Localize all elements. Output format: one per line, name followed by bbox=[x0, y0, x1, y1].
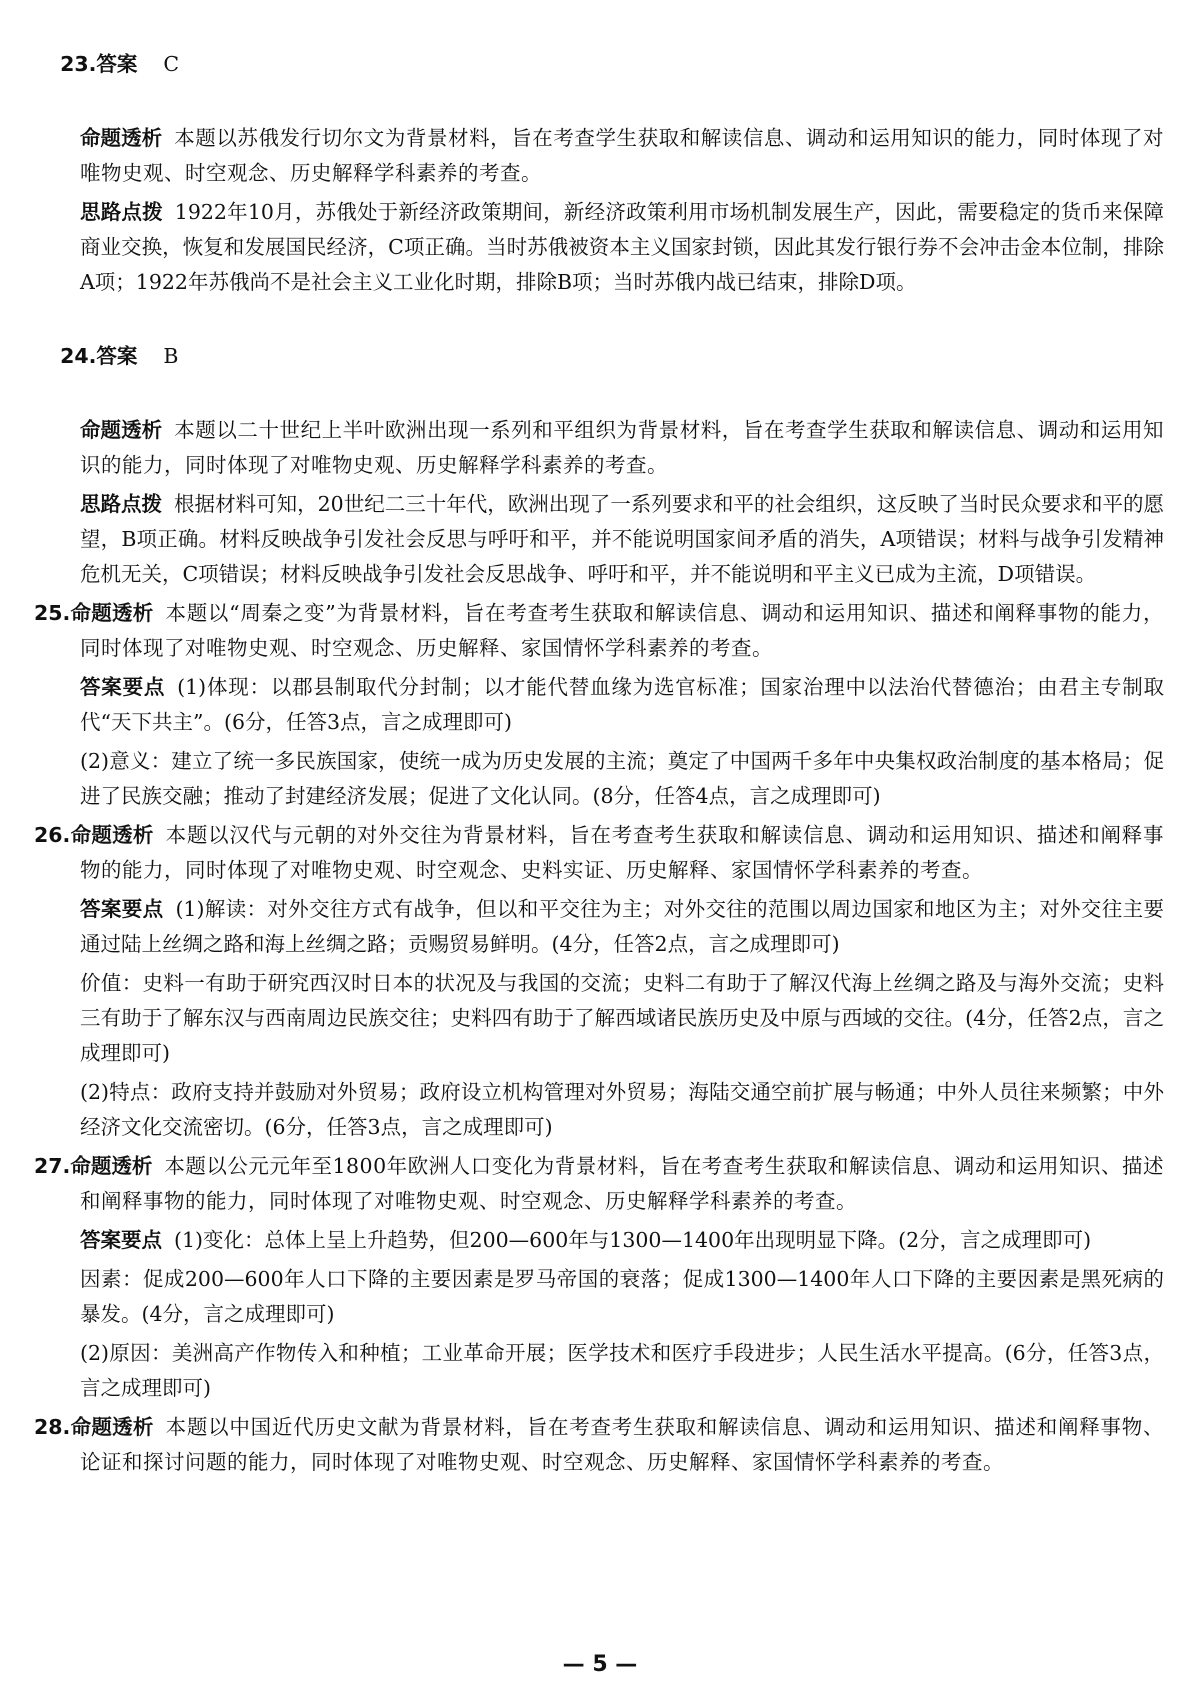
q25-point-1-text: (1)体现：以郡县制取代分封制；以才能代替血缘为选官标准；国家治理中以法治代替德治；由君主专制取代“天下共主”。(6分，任答3点，言之成理即可) bbox=[80, 675, 1164, 734]
q27-intent-label: 命题透析 bbox=[70, 1154, 153, 1178]
q24-answer bbox=[34, 304, 1164, 409]
q27-intent-text: 本题以公元元年至1800年欧洲人口变化为背景材料，旨在考查考生获取和解读信息、调动和运用知识、描述和阐释事物的能力，同时体现了对唯物史观、时空观念、历史解释学科素养的考查。 bbox=[80, 1154, 1165, 1213]
q27-intent bbox=[34, 1149, 1164, 1219]
q23-intent-label: 命题透析 bbox=[80, 126, 163, 150]
q23-hint-label: 思路点拨 bbox=[80, 200, 163, 224]
q23-number: 23. bbox=[60, 52, 97, 76]
q24-hint bbox=[34, 487, 1164, 592]
q24-hint-text: 根据材料可知，20世纪二三十年代，欧洲出现了一系列要求和平的社会组织，这反映了当时民众要求和平的愿望，B项正确。材料反映战争引发社会反思与呼吁和平，并不能说明国家间矛盾的消失，A项错误；材料与战争引发精神危机无关，C项错误；材料反映战争引发社会反思战争、呼吁和平，并不能说明和平主义已成为主流，D项错误。 bbox=[80, 492, 1165, 586]
q25-point-1 bbox=[34, 670, 1164, 740]
q24-answer-value: B bbox=[163, 344, 179, 368]
q26-number: 26. bbox=[34, 823, 71, 847]
q25-point-2: (2)意义：建立了统一多民族国家，使统一成为历史发展的主流；奠定了中国两千多年中央集权政治制度的基本格局；促进了民族交融；推动了封建经济发展；促进了文化认同。(8分，任答4点，言之成理即可) bbox=[80, 749, 1164, 808]
q25-intent bbox=[34, 596, 1164, 666]
q26-point-1-text: (1)解读：对外交往方式有战争，但以和平交往为主；对外交往的范围以周边国家和地区为主；对外交往主要通过陆上丝绸之路和海上丝绸之路；贡赐贸易鲜明。(4分，任答2点，言之成理即可) bbox=[80, 897, 1164, 956]
q24-intent-text: 本题以二十世纪上半叶欧洲出现一系列和平组织为背景材料，旨在考查学生获取和解读信息、调动和运用知识的能力，同时体现了对唯物史观、历史解释学科素养的考查。 bbox=[80, 418, 1165, 477]
q25-intent-text: 本题以“周秦之变”为背景材料，旨在考查考生获取和解读信息、调动和运用知识、描述和阐释事物的能力，同时体现了对唯物史观、时空观念、历史解释、家国情怀学科素养的考查。 bbox=[80, 601, 1165, 660]
q26-point-3: (2)特点：政府支持并鼓励对外贸易；政府设立机构管理对外贸易；海陆交通空前扩展与畅通；中外人员往来频繁；中外经济文化交流密切。(6分，任答3点，言之成理即可) bbox=[80, 1080, 1164, 1139]
q23-answer-label: 答案 bbox=[96, 52, 138, 76]
answer-key-page bbox=[34, 12, 1164, 1484]
q23-hint-text: 1922年10月，苏俄处于新经济政策期间，新经济政策利用市场机制发展生产，因此，需要稳定的货币来保障商业交换，恢复和发展国民经济，C项正确。当时苏俄被资本主义国家封锁，因此其发行银行券不会冲击金本位制，排除A项；1922年苏俄尚不是社会主义工业化时期，排除B项；当时苏俄内战已结束，排除D项。 bbox=[80, 200, 1164, 294]
q24-answer-label: 答案 bbox=[96, 344, 138, 368]
q26-intent-text: 本题以汉代与元朝的对外交往为背景材料，旨在考查考生获取和解读信息、调动和运用知识、描述和阐释事物的能力，同时体现了对唯物史观、时空观念、史料实证、历史解释、家国情怀学科素养的考查。 bbox=[80, 823, 1165, 882]
q25-points-label: 答案要点 bbox=[80, 675, 166, 699]
q25-intent-label: 命题透析 bbox=[70, 601, 154, 625]
q27-number: 27. bbox=[34, 1154, 71, 1178]
q28-intent-text: 本题以中国近代历史文献为背景材料，旨在考查考生获取和解读信息、调动和运用知识、描述和阐释事物、论证和探讨问题的能力，同时体现了对唯物史观、时空观念、历史解释、家国情怀学科素养的考查。 bbox=[80, 1415, 1165, 1474]
q24-intent-label: 命题透析 bbox=[80, 418, 163, 442]
q26-points-label: 答案要点 bbox=[80, 897, 164, 921]
q26-point-2: 价值：史料一有助于研究西汉时日本的状况及与我国的交流；史料二有助于了解汉代海上丝绸之路及与海外交流；史料三有助于了解东汉与西南周边民族交往；史料四有助于了解西域诸民族历史及中原与西域的交往。(4分，任答2点，言之成理即可) bbox=[80, 971, 1164, 1065]
q28-number: 28. bbox=[34, 1415, 71, 1439]
q23-answer bbox=[34, 12, 1164, 117]
page-number: — 5 — bbox=[562, 1652, 638, 1677]
q27-points-label: 答案要点 bbox=[80, 1228, 162, 1252]
q27-point-1-text: (1)变化：总体上呈上升趋势，但200—600年与1300—1400年出现明显下降。(2分，言之成理即可) bbox=[174, 1228, 1092, 1252]
q27-point-3: (2)原因：美洲高产作物传入和种植；工业革命开展；医学技术和医疗手段进步；人民生活水平提高。(6分，任答3点，言之成理即可) bbox=[80, 1341, 1164, 1400]
q24-number: 24. bbox=[60, 344, 97, 368]
q24-hint-label: 思路点拨 bbox=[80, 492, 163, 516]
q27-point-2: 因素：促成200—600年人口下降的主要因素是罗马帝国的衰落；促成1300—1400年人口下降的主要因素是黑死病的暴发。(4分，言之成理即可) bbox=[80, 1267, 1164, 1326]
q26-intent bbox=[34, 818, 1164, 888]
q24-intent bbox=[34, 413, 1164, 483]
q28-intent-label: 命题透析 bbox=[70, 1415, 154, 1439]
q26-intent-label: 命题透析 bbox=[70, 823, 154, 847]
q26-point-1 bbox=[34, 892, 1164, 962]
q23-intent-text: 本题以苏俄发行切尔文为背景材料，旨在考查学生获取和解读信息、调动和运用知识的能力，同时体现了对唯物史观、时空观念、历史解释学科素养的考查。 bbox=[80, 126, 1165, 185]
q23-hint bbox=[34, 195, 1164, 300]
q28-intent bbox=[34, 1410, 1164, 1480]
q23-answer-value: C bbox=[163, 52, 180, 76]
q27-point-1 bbox=[34, 1223, 1164, 1258]
q23-intent bbox=[34, 121, 1164, 191]
q25-number: 25. bbox=[34, 601, 71, 625]
